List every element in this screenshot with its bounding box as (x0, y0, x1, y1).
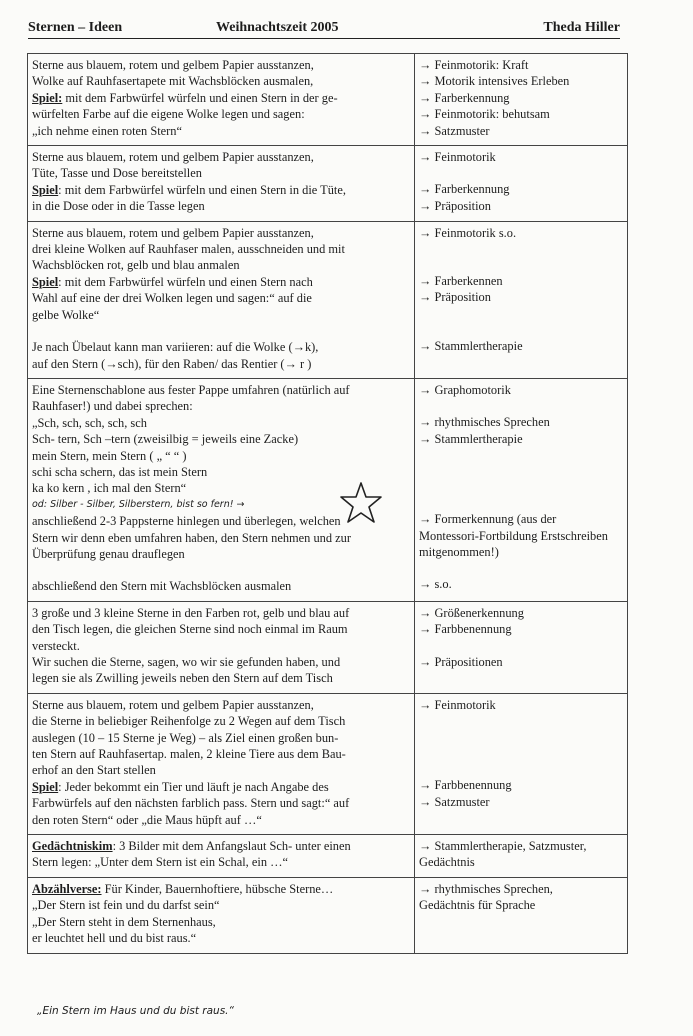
activity-line: auslegen (10 – 15 Sterne je Weg) – als Ziel einen großen bun- (32, 730, 339, 745)
activity-label: Spiel (32, 779, 59, 794)
activity-line: schi scha schern, das ist mein Stern (32, 464, 208, 479)
goal-line: → Feinmotorik (419, 697, 496, 712)
activity-line: Wachsblöcken rot, gelb und blau anmalen (32, 258, 240, 273)
spacer (419, 306, 623, 322)
header-author: Theda Hiller (543, 20, 620, 35)
activity-line: Wolke auf Rauhfasertapete mit Wachsblöcken ausmalen, (32, 74, 314, 89)
goal-line: → Farberkennung (419, 182, 510, 197)
activity-text: : mit dem Farbwürfel würfeln und einen Stern nach (58, 274, 313, 289)
table-row (28, 378, 628, 601)
activity-label: Spiel (32, 274, 59, 289)
goals-cell (415, 693, 628, 834)
activity-line: „Der Stern steht in dem Sternenhaus, (32, 914, 216, 929)
goal-line: → Stammlertherapie (419, 431, 523, 446)
activity-line: anschließend 2-3 Pappsterne hinlegen und überlegen, welchen (32, 514, 341, 529)
activity-line: Farbwürfels auf den nächsten farblich pass. Stern und sagt:“ auf (32, 796, 350, 811)
ideas-table (27, 53, 628, 954)
spacer (419, 761, 623, 777)
spacer (419, 495, 623, 511)
goal-line: Montessori-Fortbildung Erstschreiben (419, 528, 608, 543)
spacer (419, 447, 623, 463)
activity-line (32, 838, 410, 854)
goal-line: → Präposition (419, 198, 491, 213)
activity-text: Für Kinder, Bauernhoftiere, hübsche Sterne… (101, 881, 334, 896)
spacer (419, 463, 623, 479)
spacer (419, 165, 623, 181)
table-row (28, 146, 628, 222)
hand-drawn-star-icon (339, 481, 383, 525)
spacer (419, 479, 623, 495)
goal-line: → Feinmotorik (419, 150, 496, 165)
goal-line: → Präpositionen (419, 654, 503, 669)
goal-line: → Stammlertherapie (419, 338, 523, 353)
goals-cell (415, 221, 628, 378)
spacer (32, 562, 410, 578)
activity-line: Sterne aus blauem, rotem und gelbem Papier ausstanzen, (32, 225, 314, 240)
activity-cell (28, 146, 415, 222)
activity-cell (28, 601, 415, 693)
activity-line: gelbe Wolke“ (32, 307, 100, 322)
activity-line: „ich nehme einen roten Stern“ (32, 123, 183, 138)
activity-line: Eine Sternenschablone aus fester Pappe umfahren (natürlich auf (32, 382, 350, 397)
table-row (28, 221, 628, 378)
handwritten-footnote: „Ein Stern im Haus und du bist raus.“ (37, 1005, 234, 1017)
header-left-title: Sternen – Ideen (28, 20, 123, 35)
activity-line: Sterne aus blauem, rotem und gelbem Papier ausstanzen, (32, 150, 314, 165)
page-header (28, 20, 620, 39)
goals-cell (415, 835, 628, 878)
activity-line (32, 779, 410, 795)
goals-cell (415, 378, 628, 601)
activity-line: Sterne aus blauem, rotem und gelbem Papier ausstanzen, (32, 58, 314, 72)
activity-cell (28, 221, 415, 378)
goals-cell (415, 877, 628, 953)
activity-text: : 3 Bilder mit dem Anfangslaut Sch- unter einen (112, 839, 351, 854)
table-row (28, 693, 628, 834)
goals-cell (415, 601, 628, 693)
spacer (419, 398, 623, 414)
goal-line: → Größenerkennung (419, 605, 524, 620)
spacer (419, 713, 623, 729)
goal-line: → Feinmotorik s.o. (419, 225, 517, 240)
goals-cell (415, 54, 628, 146)
goal-line: → Satzmuster (419, 794, 490, 809)
activity-cell (28, 835, 415, 878)
activity-line: „Sch, sch, sch, sch, sch (32, 415, 147, 430)
goal-line: → Motorik intensives Erleben (419, 74, 570, 89)
activity-line: den roten Stern“ oder „die Maus hüpft auf …“ (32, 812, 262, 827)
activity-line: den Tisch legen, die gleichen Sterne sind noch einmal im Raum (32, 622, 348, 637)
activity-line (32, 881, 410, 897)
goal-line: → Stammlertherapie, Satzmuster, (419, 839, 587, 854)
spacer (419, 241, 623, 257)
activity-line: Stern wir denn eben umfahren haben, den Stern nehmen und zur (32, 530, 351, 545)
activity-line: Rauhfaser!) und dabei sprechen: (32, 399, 193, 414)
activity-line: Stern legen: „Unter dem Stern ist ein Schal, ein …“ (32, 855, 289, 870)
activity-line: würfelten Farbe auf die eigene Wolke legen und sagen: (32, 107, 305, 122)
activity-line: Überprüfung genau drauflegen (32, 546, 185, 561)
activity-line: 3 große und 3 kleine Sterne in den Farben rot, gelb und blau auf (32, 605, 350, 620)
activity-text: : mit dem Farbwürfel würfeln und einen Stern in die Tüte, (58, 182, 346, 197)
spacer (419, 729, 623, 745)
activity-line: Sch- tern, Sch –tern (zweisilbig = jeweils eine Zacke) (32, 432, 299, 447)
activity-line: Je nach Übelaut kann man variieren: auf die Wolke (→k), (32, 340, 319, 355)
goals-cell (415, 146, 628, 222)
goal-line: → s.o. (419, 577, 452, 592)
goal-line: → Satzmuster (419, 123, 490, 138)
table-row (28, 54, 628, 146)
activity-cell (28, 693, 415, 834)
activity-line: Sterne aus blauem, rotem und gelbem Papier ausstanzen, (32, 697, 314, 712)
activity-line: versteckt. (32, 638, 80, 653)
goal-line: → rhythmisches Sprechen (419, 415, 550, 430)
goal-line: → Formerkennung (aus der (419, 512, 557, 527)
activity-label: Abzählverse: (32, 881, 102, 896)
activity-line: erhof an den Start stellen (32, 763, 156, 778)
goal-line: → Graphomotorik (419, 382, 511, 397)
goal-line: → Farbbenennung (419, 778, 512, 793)
activity-line: die Sterne in beliebiger Reihenfolge zu 2 Wegen auf dem Tisch (32, 714, 346, 729)
goal-line: → Farberkennung (419, 90, 510, 105)
spacer (419, 257, 623, 273)
spacer (419, 745, 623, 761)
activity-text: mit dem Farbwürfel würfeln und einen Stern in der ge- (62, 90, 338, 105)
goal-line: → Präposition (419, 290, 491, 305)
activity-line: Wir suchen die Sterne, sagen, wo wir sie gefunden haben, und (32, 655, 341, 669)
goal-line: → Feinmotorik: Kraft (419, 58, 529, 72)
goal-line: → rhythmisches Sprechen, (419, 881, 553, 896)
handwritten-note: od: Silber - Silber, Silberstern, bist so fern! → (32, 498, 245, 510)
goal-line: Gedächtnis für Sprache (419, 898, 536, 913)
activity-label: Spiel (32, 182, 59, 197)
goal-line: mitgenommen!) (419, 544, 499, 559)
activity-label: Spiel: (32, 90, 63, 105)
activity-line: in die Dose oder in die Tasse legen (32, 199, 205, 214)
activity-line (32, 274, 410, 290)
activity-line: „Der Stern ist fein und du darfst sein“ (32, 898, 220, 913)
activity-line: er leuchtet hell und du bist raus.“ (32, 931, 197, 946)
table-row (28, 601, 628, 693)
activity-line (32, 90, 410, 106)
activity-line: ten Stern auf Rauhfasertap. malen, 2 kleine Tiere aus dem Bau- (32, 747, 346, 762)
spacer (419, 560, 623, 576)
activity-line: ka ko kern , ich mal den Stern“ (32, 481, 187, 496)
spacer (32, 323, 410, 339)
activity-cell (28, 877, 415, 953)
activity-line: abschließend den Stern mit Wachsblöcken ausmalen (32, 579, 292, 594)
header-center-title: Weihnachtszeit 2005 (216, 20, 339, 35)
activity-label: Gedächtniskim (32, 839, 113, 854)
table-row (28, 877, 628, 953)
activity-line: Tüte, Tasse und Dose bereitstellen (32, 166, 202, 181)
spacer (419, 322, 623, 338)
goal-line: Gedächtnis (419, 855, 475, 870)
activity-line: drei kleine Wolken auf Rauhfaser malen, ausschneiden und mit (32, 242, 345, 257)
activity-line (32, 182, 410, 198)
activity-text: : Jeder bekommt ein Tier und läuft je nach Angabe des (58, 779, 329, 794)
activity-line: Wahl auf eine der drei Wolken legen und sagen:“ auf die (32, 291, 312, 306)
goal-line: → Feinmotorik: behutsam (419, 107, 550, 122)
activity-cell (28, 54, 415, 146)
activity-line: auf den Stern (→sch), für den Raben/ das Rentier (→ r ) (32, 356, 312, 371)
table-row (28, 835, 628, 878)
spacer (419, 638, 623, 654)
activity-line: legen sie als Zwilling jeweils neben den Stern auf dem Tisch (32, 671, 333, 686)
activity-line: mein Stern, mein Stern ( „ “ “ ) (32, 448, 187, 463)
goal-line: → Farbbenennung (419, 622, 512, 637)
goal-line: → Farberkennen (419, 274, 503, 289)
